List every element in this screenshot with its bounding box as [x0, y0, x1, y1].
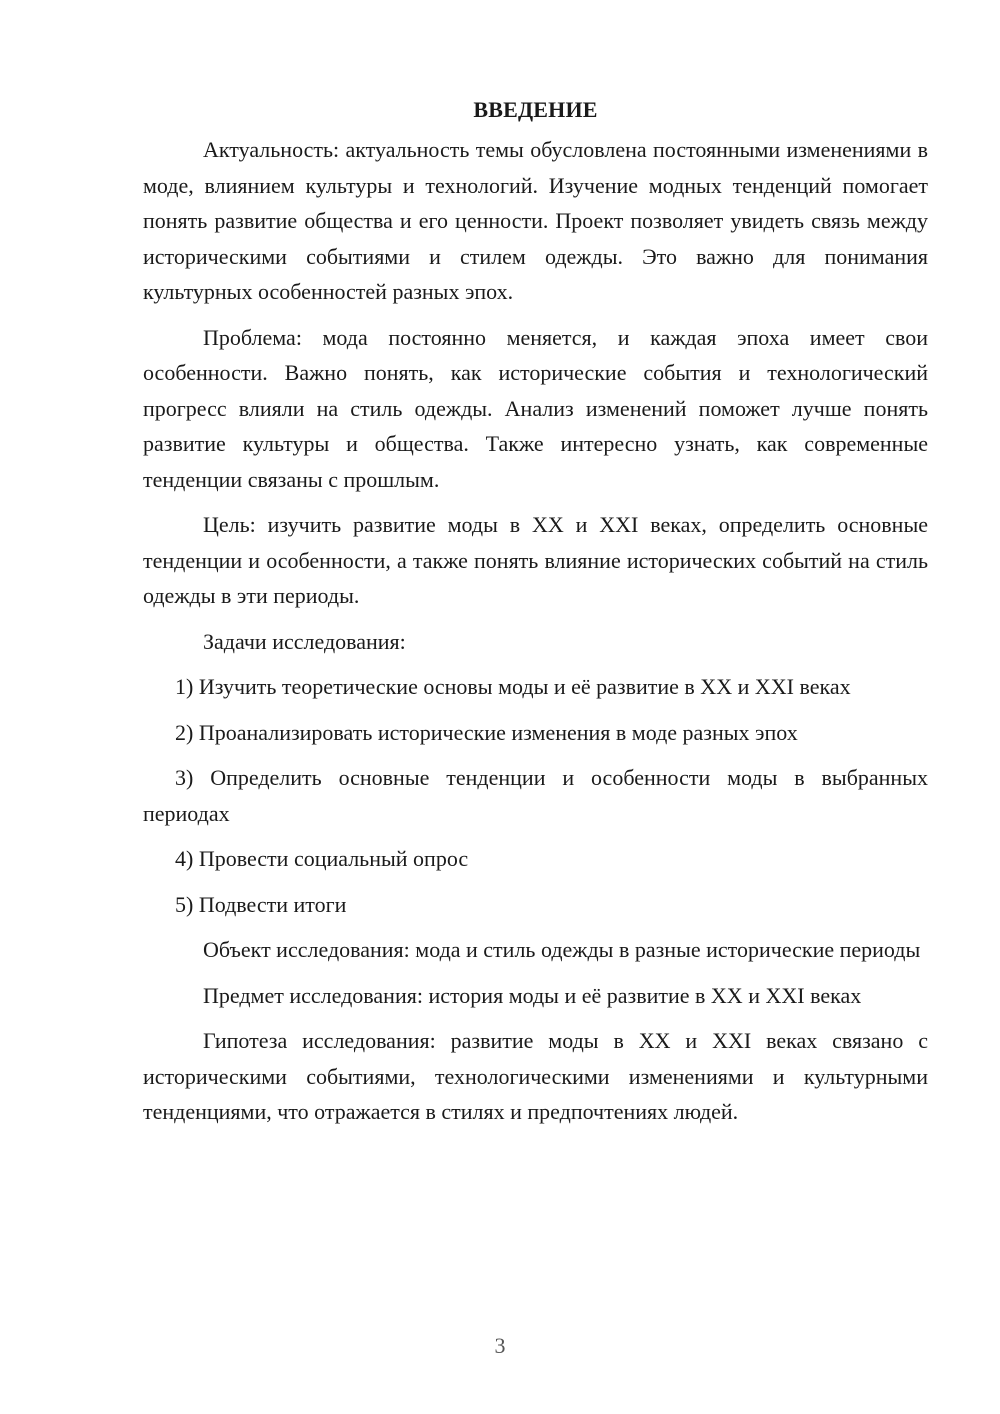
- list-item: 4) Провести социальный опрос: [175, 846, 469, 871]
- list-item: 3) Определить основные тенденции и особенности моды в выбранных периодах: [143, 765, 928, 826]
- list-item: 1) Изучить теоретические основы моды и её развитие в XX и XXI веках: [175, 674, 851, 699]
- tasks-list: [143, 669, 928, 922]
- paragraph-object: Объект исследования: мода и стиль одежды в разные исторические периоды: [203, 937, 921, 962]
- page-number: 3: [494, 1333, 506, 1358]
- document-page: [143, 92, 928, 1140]
- paragraph-subject: Предмет исследования: история моды и её развитие в XX и XXI веках: [203, 982, 862, 1008]
- list-item: 5) Подвести итоги: [175, 891, 347, 917]
- paragraph-relevance: Актуальность: актуальность темы обусловлена постоянными изменениями в моде, влиянием культуры и технологий. Изучение модных тенденций помогает понять развитие общества и его ценности. Проект позволяет увидеть связь между историческими событиями и стилем одежды. Это важно для понимания культурных особенностей разных эпох.: [143, 137, 928, 304]
- list-item: 2) Проанализировать исторические изменения в моде разных эпох: [175, 719, 798, 745]
- page-title: ВВЕДЕНИЕ: [473, 97, 598, 122]
- paragraph-goal: Цель: изучить развитие моды в XX и XXI веках, определить основные тенденции и особенности, а также понять влияние исторических событий на стиль одежды в эти периоды.: [143, 512, 928, 608]
- tasks-heading: Задачи исследования:: [203, 628, 406, 654]
- paragraph-problem: Проблема: мода постоянно меняется, и каждая эпоха имеет свои особенности. Важно понять, как исторические события и технологический прогресс влияли на стиль одежды. Анализ изменений поможет лучше понять развитие культуры и общества. Также интересно узнать, как современные тенденции связаны с прошлым.: [143, 324, 928, 492]
- paragraph-hypothesis: Гипотеза исследования: развитие моды в XX и XXI веках связано с историческими событиями, технологическими изменениями и культурными тенденциями, что отражается в стилях и предпочтениях людей.: [143, 1028, 928, 1124]
